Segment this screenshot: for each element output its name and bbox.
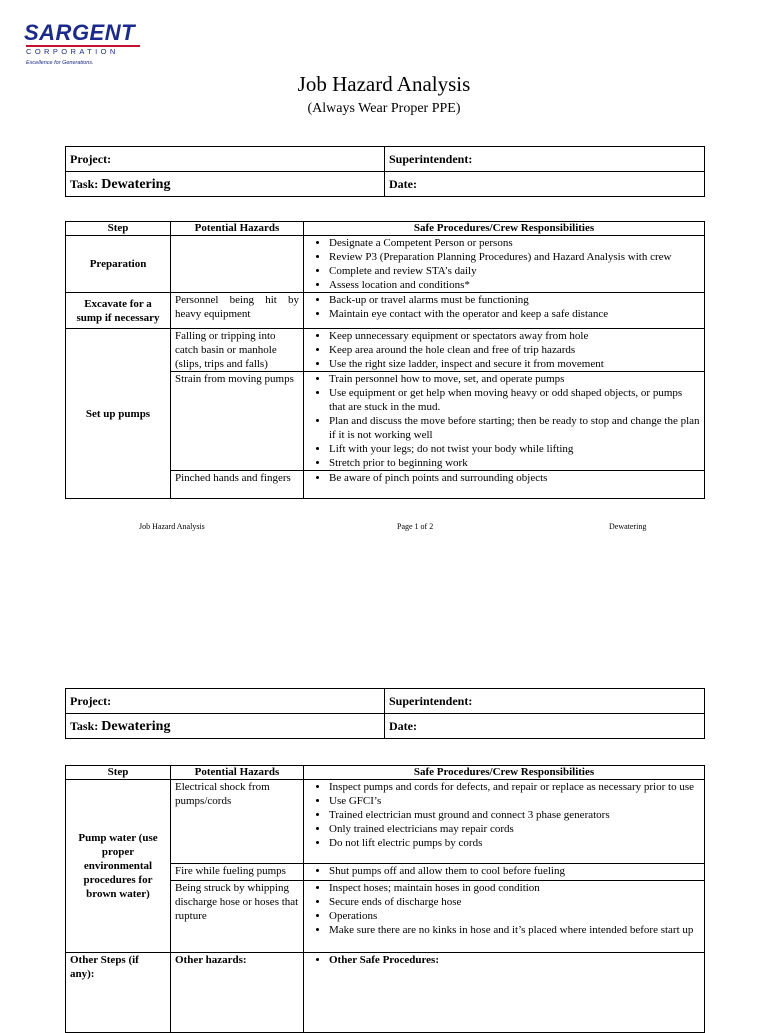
procedure-item: • Shut pumps off and allow them to cool before fueling	[329, 864, 700, 878]
procedures-cell	[304, 953, 705, 1033]
company-tagline: Excellence for Generations.	[26, 60, 94, 66]
document-title: Job Hazard Analysis	[297, 72, 471, 96]
procedure-item: • Inspect pumps and cords for defects, and repair or replace as necessary prior to use	[329, 780, 700, 794]
task-label: Task:	[70, 718, 99, 733]
procedure-item: • Lift with your legs; do not twist your body while lifting	[329, 442, 700, 456]
hazard-cell: Pinched hands and fingers	[171, 471, 304, 499]
hazard-cell: Other hazards:	[171, 953, 304, 1033]
procedure-item: • Maintain eye contact with the operator and keep a safe distance	[329, 307, 700, 321]
procedure-item: • Operations	[329, 909, 700, 923]
task-cell	[66, 714, 385, 739]
procedure-item: • Plan and discuss the move before starting; then be ready to stop and change the plan if it is not working well	[329, 414, 700, 442]
step-cell: Other Steps (if any):	[66, 953, 171, 1033]
superintendent-label: Superintendent:	[385, 147, 705, 172]
task-cell	[66, 172, 385, 197]
superintendent-label: Superintendent:	[385, 689, 705, 714]
procedures-cell	[304, 329, 705, 372]
procedures-cell	[304, 293, 705, 329]
procedures-cell	[304, 372, 705, 471]
hazard-cell: Personnel being hit by heavy equipment	[171, 293, 304, 329]
step-cell: Pump water (use proper environmental procedures for brown water)	[66, 780, 171, 953]
task-value: Dewatering	[101, 176, 171, 192]
procedure-item: • Complete and review STA’s daily	[329, 264, 700, 278]
procedure-item: • Stretch prior to beginning work	[329, 456, 700, 470]
procedures-cell	[304, 236, 705, 293]
company-logo-sub: CORPORATION	[26, 47, 119, 56]
procedure-item: • Designate a Competent Person or persons	[329, 236, 700, 250]
header-table-page1	[65, 146, 705, 197]
header-table-page2	[65, 688, 705, 739]
procedure-item: • Be aware of pinch points and surrounding objects	[329, 471, 700, 485]
procedures-cell	[304, 471, 705, 499]
footer-page-number: Page 1 of 2	[397, 522, 434, 531]
hazard-cell: Electrical shock from pumps/cords	[171, 780, 304, 864]
procedure-item: • Other Safe Procedures:	[329, 953, 700, 967]
task-value: Dewatering	[101, 718, 171, 734]
date-label: Date:	[385, 714, 705, 739]
project-label: Project:	[66, 689, 385, 714]
procedure-item: • Back-up or travel alarms must be functioning	[329, 293, 700, 307]
step-cell: Preparation	[66, 236, 171, 293]
hazard-table-page1	[65, 221, 705, 499]
step-cell: Excavate for a sump if necessary	[66, 293, 171, 329]
procedure-item: • Keep unnecessary equipment or spectators away from hole	[329, 329, 700, 343]
date-label: Date:	[385, 172, 705, 197]
column-header-hazards: Potential Hazards	[171, 222, 304, 236]
column-header-procedures: Safe Procedures/Crew Responsibilities	[304, 222, 705, 236]
procedure-item: • Trained electrician must ground and connect 3 phase generators	[329, 808, 700, 822]
procedure-item: • Assess location and conditions*	[329, 278, 700, 292]
procedure-item: • Keep area around the hole clean and free of trip hazards	[329, 343, 700, 357]
procedure-item: • Use equipment or get help when moving heavy or odd shaped objects, or pumps that are stuck in the mud.	[329, 386, 700, 414]
column-header-step: Step	[66, 766, 171, 780]
procedure-item: • Only trained electricians may repair cords	[329, 822, 700, 836]
procedure-item: • Use the right size ladder, inspect and secure it from movement	[329, 357, 700, 371]
procedures-cell	[304, 864, 705, 881]
table-row	[66, 293, 705, 329]
hazard-cell	[171, 236, 304, 293]
hazard-cell: Strain from moving pumps	[171, 372, 304, 471]
column-header-step: Step	[66, 222, 171, 236]
hazard-table-page2	[65, 765, 705, 1033]
document-subtitle: (Always Wear Proper PPE)	[307, 101, 461, 116]
procedures-cell	[304, 881, 705, 953]
procedure-item: • Inspect hoses; maintain hoses in good condition	[329, 881, 700, 895]
table-row	[66, 780, 705, 864]
procedure-item: • Make sure there are no kinks in hose and it’s placed where intended before start up	[329, 923, 700, 937]
procedures-cell	[304, 780, 705, 864]
table-row	[66, 953, 705, 1033]
hazard-cell: Being struck by whipping discharge hose or hoses that rupture	[171, 881, 304, 953]
hazard-cell: Falling or tripping into catch basin or manhole (slips, trips and falls)	[171, 329, 304, 372]
table-row	[66, 329, 705, 372]
procedure-item: • Train personnel how to move, set, and operate pumps	[329, 372, 700, 386]
company-logo-name: SARGENT	[24, 20, 136, 45]
procedure-item: • Use GFCI’s	[329, 794, 700, 808]
step-cell: Set up pumps	[66, 329, 171, 499]
project-label: Project:	[66, 147, 385, 172]
footer-right: Dewatering	[609, 522, 647, 531]
hazard-cell: Fire while fueling pumps	[171, 864, 304, 881]
task-label: Task:	[70, 176, 99, 191]
column-header-hazards: Potential Hazards	[171, 766, 304, 780]
procedure-item: • Do not lift electric pumps by cords	[329, 836, 700, 850]
procedure-item: • Review P3 (Preparation Planning Procedures) and Hazard Analysis with crew	[329, 250, 700, 264]
procedure-item: • Secure ends of discharge hose	[329, 895, 700, 909]
column-header-procedures: Safe Procedures/Crew Responsibilities	[304, 766, 705, 780]
footer-left: Job Hazard Analysis	[139, 522, 205, 531]
table-row	[66, 236, 705, 293]
